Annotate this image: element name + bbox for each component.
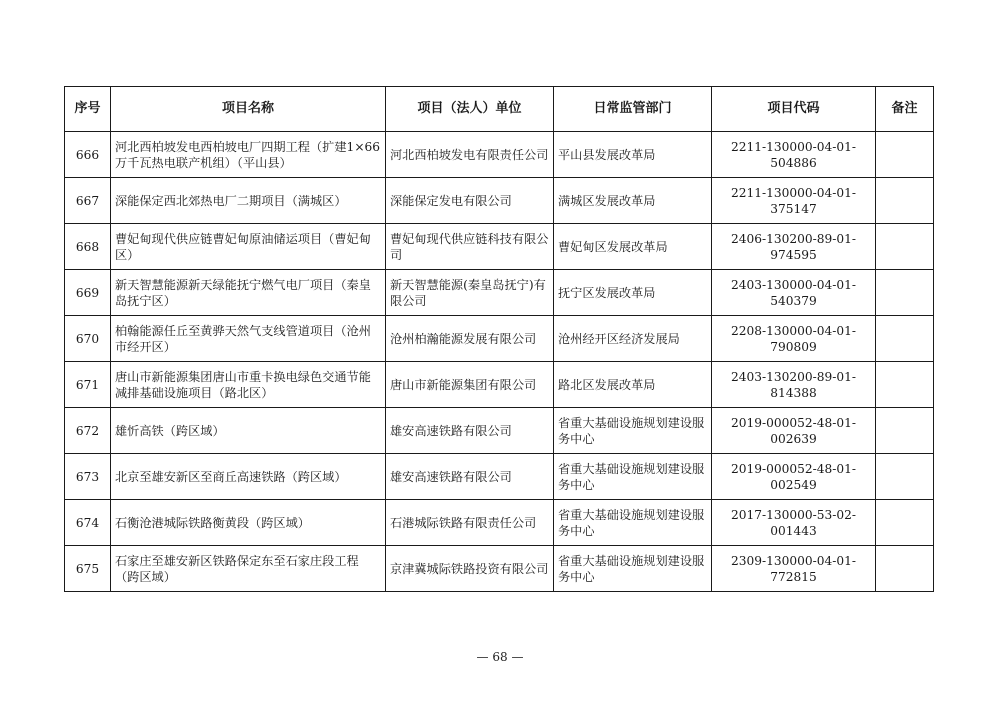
cell-name: 河北西柏坡发电西柏坡电厂四期工程（扩建1×66万千瓦热电联产机组）（平山县） [111,132,386,178]
cell-unit: 石港城际铁路有限责任公司 [386,500,554,546]
cell-code: 2406-130200-89-01-974595 [712,224,876,270]
cell-no: 671 [65,362,111,408]
cell-no: 667 [65,178,111,224]
header-no: 序号 [65,87,111,132]
cell-no: 674 [65,500,111,546]
cell-dept: 路北区发展改革局 [554,362,712,408]
cell-dept: 曹妃甸区发展改革局 [554,224,712,270]
cell-code: 2017-130000-53-02-001443 [712,500,876,546]
table-row [65,316,934,362]
cell-dept: 满城区发展改革局 [554,178,712,224]
header-note: 备注 [876,87,934,132]
cell-no: 666 [65,132,111,178]
cell-name: 新天智慧能源新天绿能抚宁燃气电厂项目（秦皇岛抚宁区） [111,270,386,316]
cell-unit: 雄安高速铁路有限公司 [386,454,554,500]
cell-note [876,132,934,178]
cell-dept: 抚宁区发展改革局 [554,270,712,316]
cell-dept: 平山县发展改革局 [554,132,712,178]
cell-no: 675 [65,546,111,592]
cell-no: 673 [65,454,111,500]
cell-unit: 曹妃甸现代供应链科技有限公司 [386,224,554,270]
table-row [65,454,934,500]
cell-note [876,270,934,316]
cell-name: 曹妃甸现代供应链曹妃甸原油储运项目（曹妃甸区） [111,224,386,270]
cell-name: 柏翰能源任丘至黄骅天然气支线管道项目（沧州市经开区） [111,316,386,362]
page-number: — 68 — [476,650,524,664]
table-row [65,178,934,224]
cell-code: 2403-130200-89-01-814388 [712,362,876,408]
cell-note [876,316,934,362]
cell-dept: 省重大基础设施规划建设服务中心 [554,454,712,500]
header-name: 项目名称 [111,87,386,132]
cell-dept: 省重大基础设施规划建设服务中心 [554,500,712,546]
cell-no: 670 [65,316,111,362]
cell-dept: 省重大基础设施规划建设服务中心 [554,546,712,592]
cell-name: 北京至雄安新区至商丘高速铁路（跨区域） [111,454,386,500]
table-row [65,500,934,546]
cell-dept: 省重大基础设施规划建设服务中心 [554,408,712,454]
table-row [65,132,934,178]
cell-dept: 沧州经开区经济发展局 [554,316,712,362]
cell-unit: 沧州柏瀚能源发展有限公司 [386,316,554,362]
project-table [64,86,934,592]
cell-no: 672 [65,408,111,454]
cell-name: 唐山市新能源集团唐山市重卡换电绿色交通节能减排基础设施项目（路北区） [111,362,386,408]
table-row [65,408,934,454]
cell-unit: 京津冀城际铁路投资有限公司 [386,546,554,592]
cell-code: 2019-000052-48-01-002639 [712,408,876,454]
cell-code: 2211-130000-04-01-375147 [712,178,876,224]
header-dept: 日常监管部门 [554,87,712,132]
cell-code: 2403-130000-04-01-540379 [712,270,876,316]
cell-note [876,500,934,546]
table-row [65,362,934,408]
table-row [65,224,934,270]
cell-unit: 河北西柏坡发电有限责任公司 [386,132,554,178]
table-row [65,546,934,592]
cell-name: 深能保定西北郊热电厂二期项目（满城区） [111,178,386,224]
cell-note [876,546,934,592]
cell-note [876,454,934,500]
cell-no: 669 [65,270,111,316]
cell-no: 668 [65,224,111,270]
header-row [65,87,934,132]
header-code: 项目代码 [712,87,876,132]
cell-note [876,178,934,224]
cell-name: 雄忻高铁（跨区域） [111,408,386,454]
cell-note [876,362,934,408]
cell-note [876,224,934,270]
cell-code: 2019-000052-48-01-002549 [712,454,876,500]
cell-note [876,408,934,454]
cell-code: 2309-130000-04-01-772815 [712,546,876,592]
cell-name: 石家庄至雄安新区铁路保定东至石家庄段工程（跨区域） [111,546,386,592]
table-row [65,270,934,316]
cell-code: 2208-130000-04-01-790809 [712,316,876,362]
cell-unit: 新天智慧能源(秦皇岛抚宁)有限公司 [386,270,554,316]
cell-unit: 深能保定发电有限公司 [386,178,554,224]
header-unit: 项目（法人）单位 [386,87,554,132]
cell-code: 2211-130000-04-01-504886 [712,132,876,178]
cell-name: 石衡沧港城际铁路衡黄段（跨区域） [111,500,386,546]
cell-unit: 唐山市新能源集团有限公司 [386,362,554,408]
cell-unit: 雄安高速铁路有限公司 [386,408,554,454]
